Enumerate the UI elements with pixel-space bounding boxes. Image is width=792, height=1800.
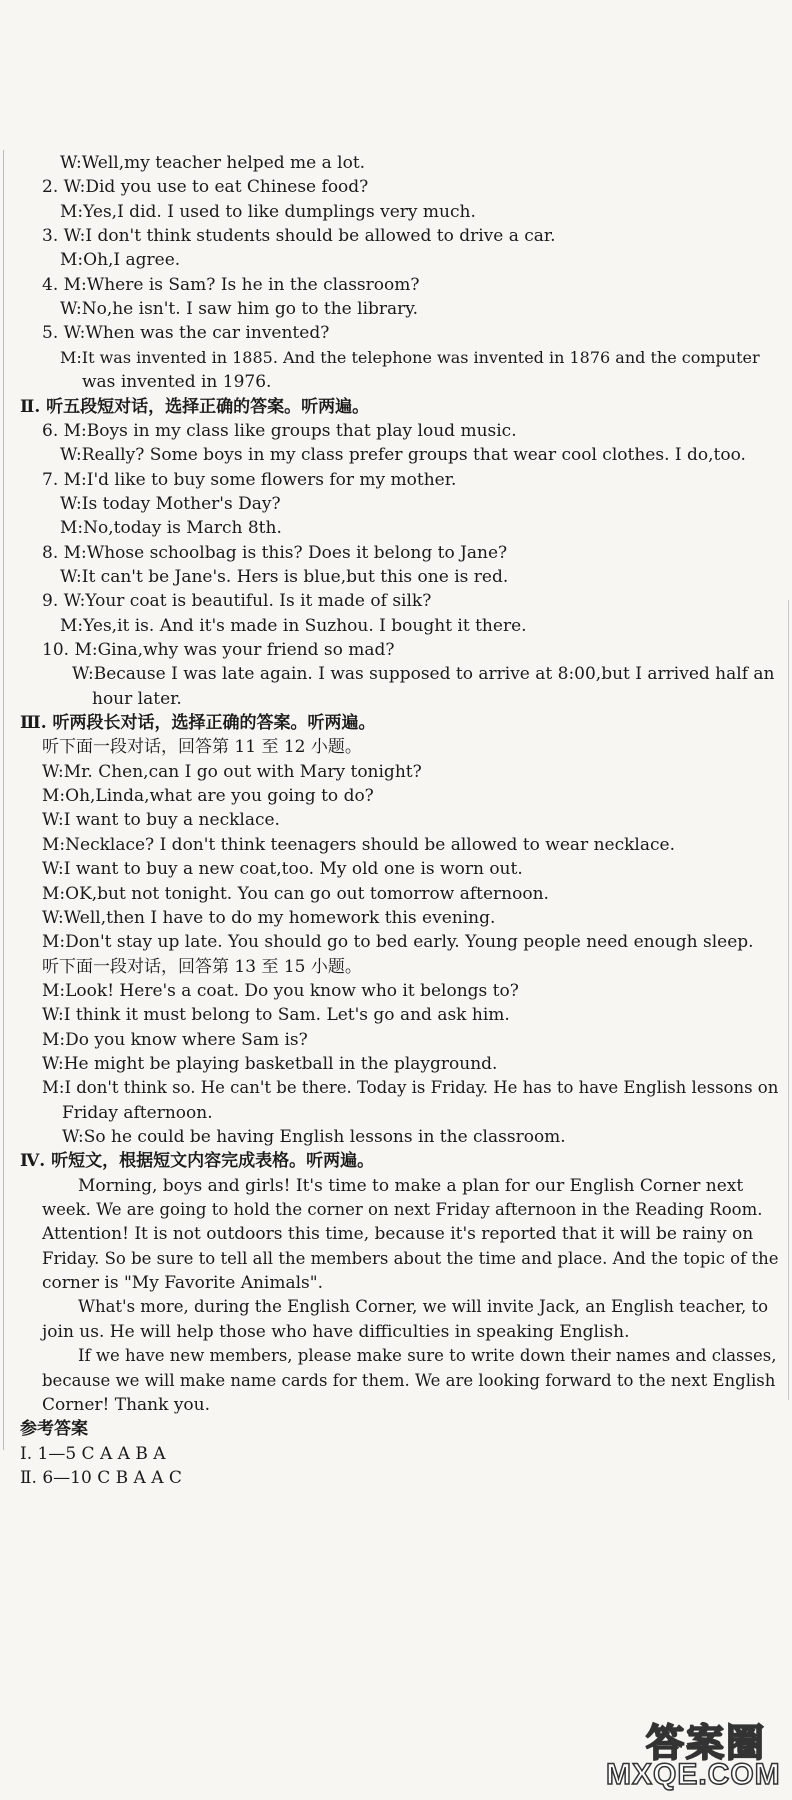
text-line: M:Do you know where Sam is? <box>42 1029 308 1050</box>
watermark-top-text: 答案圈 <box>646 1723 767 1765</box>
text-line: What's more, during the English Corner, we will invite Jack, an English teacher, to <box>78 1297 769 1317</box>
text-line: 9. W:Your coat is beautiful. Is it made of silk? <box>42 591 432 612</box>
text-line: W:Really? Some boys in my class prefer groups that wear cool clothes. I do,too. <box>60 445 746 466</box>
text-line: M:Don't stay up late. You should go to bed early. Young people need enough sleep. <box>42 932 754 953</box>
text-line: 10. M:Gina,why was your friend so mad? <box>42 640 395 660</box>
section-heading: 参考答案 <box>20 1419 88 1440</box>
text-line: M:Yes,I did. I used to like dumplings very much. <box>60 201 476 222</box>
text-line: W:I want to buy a new coat,too. My old one is worn out. <box>42 859 523 880</box>
text-line: M:Look! Here's a coat. Do you know who it belongs to? <box>42 980 519 1001</box>
text-line: corner is "My Favorite Animals". <box>42 1273 323 1294</box>
section-heading: Ⅳ. 听短文，根据短文内容完成表格。听两遍。 <box>20 1151 375 1172</box>
text-line: 4. M:Where is Sam? Is he in the classroom? <box>42 274 420 295</box>
text-line: 听下面一段对话，回答第 11 至 12 小题。 <box>42 737 362 758</box>
text-line: 8. M:Whose schoolbag is this? Does it belong to Jane? <box>42 542 508 563</box>
text-line: Ⅱ. 6—10 C B A A C <box>20 1467 182 1488</box>
text-line: W:Because I was late again. I was supposed to arrive at 8:00,but I arrived half an <box>72 664 775 685</box>
text-line: M:Yes,it is. And it's made in Suzhou. I bought it there. <box>60 615 527 636</box>
text-line: 2. W:Did you use to eat Chinese food? <box>42 177 369 198</box>
text-line: Ⅰ. 1—5 C A A B A <box>20 1443 166 1464</box>
left-scan-edge <box>3 150 4 1450</box>
text-line: W:No,he isn't. I saw him go to the library. <box>60 299 419 320</box>
text-line: because we will make name cards for them. We are looking forward to the next English <box>42 1370 776 1390</box>
text-line: M:I don't think so. He can't be there. Today is Friday. He has to have English lessons on <box>42 1078 779 1098</box>
text-line: M:No,today is March 8th. <box>60 518 282 539</box>
text-line: W:I think it must belong to Sam. Let's go and ask him. <box>42 1005 510 1026</box>
text-line: Corner! Thank you. <box>42 1394 211 1415</box>
text-line: W:I want to buy a necklace. <box>42 810 280 831</box>
text-line: M:OK,but not tonight. You can go out tomorrow afternoon. <box>42 883 549 904</box>
watermark-bottom-text: MXQE.COM <box>606 1758 781 1791</box>
text-line: Friday. So be sure to tell all the members about the time and place. And the topic of the <box>42 1248 779 1268</box>
text-line: join us. He will help those who have difficulties in speaking English. <box>42 1321 630 1342</box>
text-line: M:Necklace? I don't think teenagers should be allowed to wear necklace. <box>42 834 675 855</box>
text-line: W:Is today Mother's Day? <box>60 493 281 514</box>
text-line: If we have new members, please make sure to write down their names and classes, <box>78 1346 777 1366</box>
text-line: Morning, boys and girls! It's time to make a plan for our English Corner next <box>78 1175 744 1196</box>
text-line: 6. M:Boys in my class like groups that play loud music. <box>42 420 517 441</box>
section-heading: Ⅲ. 听两段长对话，选择正确的答案。听两遍。 <box>20 713 376 734</box>
text-line: M:It was invented in 1885. And the telephone was invented in 1876 and the computer <box>60 347 760 367</box>
text-line: W:Well,then I have to do my homework this evening. <box>42 907 496 928</box>
text-line: Friday afternoon. <box>62 1102 213 1123</box>
section-heading: Ⅱ. 听五段短对话，选择正确的答案。听两遍。 <box>20 396 370 417</box>
text-line: Attention! It is not outdoors this time, because it's reported that it will be rainy on <box>42 1224 754 1245</box>
text-line: W:He might be playing basketball in the playground. <box>42 1053 498 1074</box>
text-line: 听下面一段对话，回答第 13 至 15 小题。 <box>42 956 362 977</box>
text-line: 5. W:When was the car invented? <box>42 323 330 344</box>
text-line: 3. W:I don't think students should be allowed to drive a car. <box>42 226 556 247</box>
text-line: M:Oh,Linda,what are you going to do? <box>42 786 374 807</box>
text-line: W:So he could be having English lessons in the classroom. <box>62 1127 566 1147</box>
text-line: W:Well,my teacher helped me a lot. <box>60 153 366 173</box>
text-line: M:Oh,I agree. <box>60 250 181 271</box>
text-line: 7. M:I'd like to buy some flowers for my mother. <box>42 469 457 490</box>
text-line: W:It can't be Jane's. Hers is blue,but this one is red. <box>60 566 509 587</box>
right-scan-edge <box>788 600 789 1400</box>
text-line: was invented in 1976. <box>82 372 272 393</box>
watermark-logo <box>606 1712 784 1794</box>
text-line: week. We are going to hold the corner on next Friday afternoon in the Reading Room. <box>42 1200 763 1220</box>
text-line: W:Mr. Chen,can I go out with Mary tonight? <box>42 761 422 782</box>
text-line: hour later. <box>92 688 182 709</box>
